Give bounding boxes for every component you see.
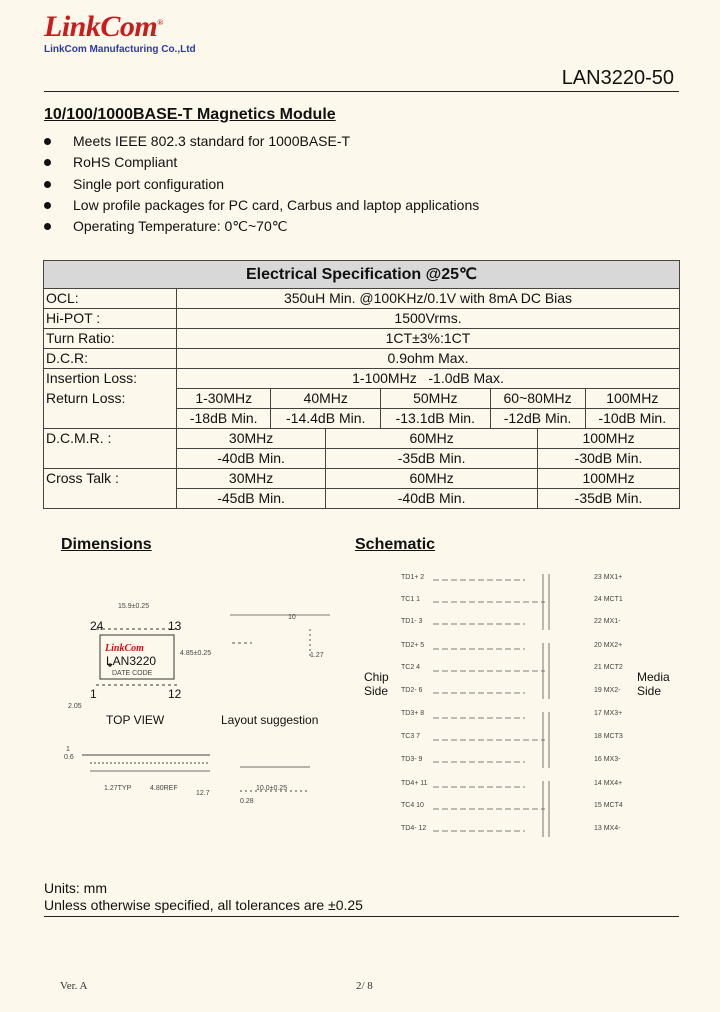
ocl-label: OCL: — [44, 289, 177, 309]
schematic-media-pin: 21 MCT2 — [594, 664, 623, 671]
dim-width: 15.9±0.25 — [118, 603, 150, 610]
schematic-chip-pin: TC4 10 — [401, 802, 424, 809]
schematic-chip-pin: TD4- 12 — [401, 825, 427, 832]
schematic-media-pin: 16 MX3- — [594, 756, 621, 763]
dim-ref: 4.80REF — [150, 785, 178, 792]
header-divider — [44, 91, 679, 92]
schematic-media-pin: 24 MCT1 — [594, 596, 623, 603]
schematic-chip-pin: TD3+ 8 — [401, 710, 425, 717]
blank-cell — [44, 449, 177, 469]
feature-item: Meets IEEE 802.3 standard for 1000BASE-T — [44, 133, 350, 149]
feature-item: Operating Temperature: 0℃~70℃ — [44, 218, 287, 235]
schematic-media-pin: 17 MX3+ — [594, 710, 623, 717]
turn-ratio-value: 1CT±3%:1CT — [177, 329, 680, 349]
electrical-spec-table — [43, 260, 680, 509]
ct-value: -40dB Min. — [326, 489, 538, 509]
dim-pitch: 2.05 — [68, 703, 82, 710]
bullet-icon — [44, 138, 51, 145]
chip-part: LAN3220 — [106, 654, 157, 668]
company-name: LinkCom Manufacturing Co.,Ltd — [44, 44, 196, 55]
rl-freq: 1-30MHz — [177, 389, 271, 409]
layout-suggestion-label: Layout suggestion — [221, 713, 319, 727]
schematic-media-pin: 19 MX2- — [594, 687, 621, 694]
dcr-value: 0.9ohm Max. — [177, 349, 680, 369]
chip-date-code: DATE CODE — [112, 670, 153, 677]
units-note: Units: mm — [44, 880, 107, 896]
schematic-chip-pin: TD1+ 2 — [401, 574, 425, 581]
bullet-icon — [44, 202, 51, 209]
dim-layout-pitch: 1.27 — [310, 652, 324, 659]
schematic-chip-pin: TD1- 3 — [401, 618, 423, 625]
feature-item: Low profile packages for PC card, Carbus and laptop applications — [44, 197, 479, 213]
blank-cell — [44, 409, 177, 429]
schematic-chip-pin: TD4+ 11 — [401, 780, 428, 787]
transformer-icon — [433, 574, 549, 630]
bullet-icon — [44, 159, 51, 166]
dimensions-heading: Dimensions — [61, 536, 152, 553]
chip-logo: LinkCom — [105, 643, 144, 654]
footer-divider — [44, 916, 679, 917]
dcmr-label: D.C.M.R. : — [44, 429, 177, 449]
top-view-label: TOP VIEW — [106, 713, 165, 727]
dim-layout-span: 10.0±0.25 — [256, 785, 288, 792]
dim-standoff: 0.6 — [64, 754, 74, 761]
pin-label-24: 24 — [90, 619, 104, 633]
ct-freq: 100MHz — [538, 469, 680, 489]
schematic-media-pin: 13 MX4- — [594, 825, 621, 832]
schematic-chip-pin: TC2 4 — [401, 664, 421, 671]
schematic-media-pin: 14 MX4+ — [594, 780, 623, 787]
dim-height: 4.85±0.25 — [180, 650, 212, 657]
feature-item: RoHS Compliant — [44, 154, 177, 170]
schematic-media-pin: 20 MX2+ — [594, 642, 623, 649]
dcmr-freq: 30MHz — [177, 429, 326, 449]
part-number: LAN3220-50 — [561, 67, 674, 89]
schematic-chip-pin: TD2+ 5 — [401, 642, 425, 649]
schematic-chip-pin: TD2- 6 — [401, 687, 423, 694]
version: Ver. A — [60, 980, 88, 992]
ct-freq: 30MHz — [177, 469, 326, 489]
dcmr-freq: 60MHz — [326, 429, 538, 449]
bullet-icon — [44, 223, 51, 230]
rl-value: -10dB Min. — [585, 409, 679, 429]
dim-pad: 0.28 — [240, 798, 254, 805]
rl-freq: 100MHz — [585, 389, 679, 409]
insertion-loss-value: 1-100MHz -1.0dB Max. — [177, 369, 680, 389]
tolerance-note: Unless otherwise specified, all tolerances are ±0.25 — [44, 897, 363, 913]
schematic-media-pin: 18 MCT3 — [594, 733, 623, 740]
turn-ratio-label: Turn Ratio: — [44, 329, 177, 349]
feature-item: Single port configuration — [44, 176, 224, 192]
ct-value: -35dB Min. — [538, 489, 680, 509]
schematic-media-pin: 23 MX1+ — [594, 574, 623, 581]
rl-value: -13.1dB Min. — [381, 409, 491, 429]
return-loss-label: Return Loss: — [44, 389, 177, 409]
hipot-label: Hi-POT : — [44, 309, 177, 329]
schematic-media-pin: 15 MCT4 — [594, 802, 623, 809]
dim-pin-pitch: 1.27TYP — [104, 785, 132, 792]
dcr-label: D.C.R: — [44, 349, 177, 369]
dim-layout-width: 10 — [288, 614, 296, 621]
chip-side-label: Chip Side — [364, 670, 389, 698]
pin-label-1: 1 — [90, 687, 97, 701]
media-side-label: Media Side — [637, 670, 670, 698]
dim-lead: 1 — [66, 746, 70, 753]
rl-value: -14.4dB Min. — [271, 409, 381, 429]
page-number: 2/ 8 — [356, 980, 373, 992]
product-title: 10/100/1000BASE-T Magnetics Module — [44, 106, 336, 123]
dcmr-value: -40dB Min. — [177, 449, 326, 469]
pin-label-13: 13 — [168, 619, 182, 633]
ocl-value: 350uH Min. @100KHz/0.1V with 8mA DC Bias — [177, 289, 680, 309]
dim-side-height: 12.7 — [196, 790, 210, 797]
schematic-chip-pin: TD3- 9 — [401, 756, 423, 763]
pin-label-12: 12 — [168, 687, 182, 701]
rl-freq: 40MHz — [271, 389, 381, 409]
rl-freq: 60~80MHz — [490, 389, 585, 409]
schematic-chip-pin: TC3 7 — [401, 733, 421, 740]
schematic-drawing — [395, 568, 645, 838]
rl-value: -18dB Min. — [177, 409, 271, 429]
transformer-icon — [433, 643, 549, 699]
dcmr-value: -35dB Min. — [326, 449, 538, 469]
transformer-icon — [433, 781, 549, 837]
ct-value: -45dB Min. — [177, 489, 326, 509]
dcmr-value: -30dB Min. — [538, 449, 680, 469]
bullet-icon — [44, 181, 51, 188]
rl-value: -12dB Min. — [490, 409, 585, 429]
schematic-heading: Schematic — [355, 536, 436, 553]
hipot-value: 1500Vrms. — [177, 309, 680, 329]
dcmr-freq: 100MHz — [538, 429, 680, 449]
blank-cell — [44, 489, 177, 509]
insertion-loss-label: Insertion Loss: — [44, 369, 177, 389]
ct-freq: 60MHz — [326, 469, 538, 489]
cross-talk-label: Cross Talk : — [44, 469, 177, 489]
rl-freq: 50MHz — [381, 389, 491, 409]
company-logo: LinkCom® — [44, 10, 163, 43]
transformer-icon — [433, 712, 549, 768]
schematic-chip-pin: TC1 1 — [401, 596, 421, 603]
spec-title: Electrical Specification @25℃ — [44, 261, 680, 289]
schematic-media-pin: 22 MX1- — [594, 618, 621, 625]
